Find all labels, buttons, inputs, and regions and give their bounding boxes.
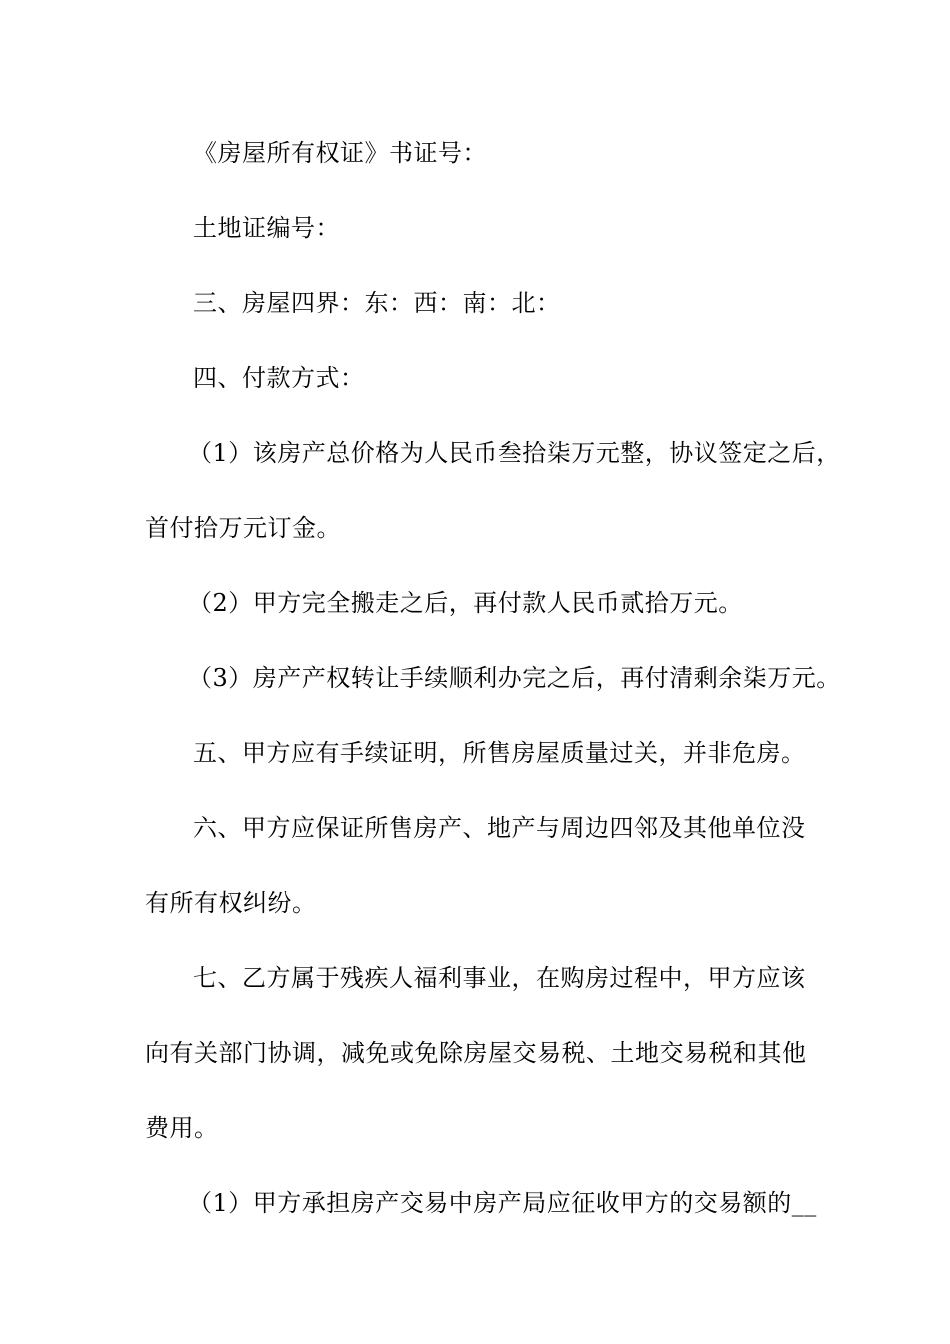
text-line-clause-6-cont: 有所有权纠纷。: [145, 889, 317, 917]
text-line-house-boundaries: 三、房屋四界：东：西：南：北：: [193, 289, 561, 317]
text-line-clause-6: 六、甲方应保证所售房产、地产与周边四邻及其他单位没: [193, 814, 806, 842]
text-line-payment-item-1-cont: 首付拾万元订金。: [145, 514, 341, 542]
text-line-payment-heading: 四、付款方式：: [193, 364, 365, 392]
text-line-payment-item-3: （3）房产产权转让手续顺利办完之后，再付清剩余柒万元。: [188, 664, 841, 692]
text-line-clause-7-cont: 向有关部门协调，减免或免除房屋交易税、土地交易税和其他: [145, 1039, 807, 1067]
text-line-clause-7-end: 费用。: [145, 1114, 219, 1142]
text-line-land-certificate: 土地证编号：: [193, 214, 340, 242]
text-line-clause-7: 七、乙方属于残疾人福利事业，在购房过程中，甲方应该: [193, 964, 806, 992]
text-line-payment-item-2: （2）甲方完全搬走之后，再付款人民币贰拾万元。: [188, 589, 743, 617]
text-line-certificate-number: 《房屋所有权证》书证号：: [193, 139, 487, 167]
text-line-clause-7-item-1: （1）甲方承担房产交易中房产局应征收甲方的交易额的__: [188, 1189, 817, 1217]
text-line-clause-5: 五、甲方应有手续证明，所售房屋质量过关，并非危房。: [193, 739, 806, 767]
text-line-payment-item-1: （1）该房产总价格为人民币叁拾柒万元整，协议签定之后，: [188, 439, 841, 467]
